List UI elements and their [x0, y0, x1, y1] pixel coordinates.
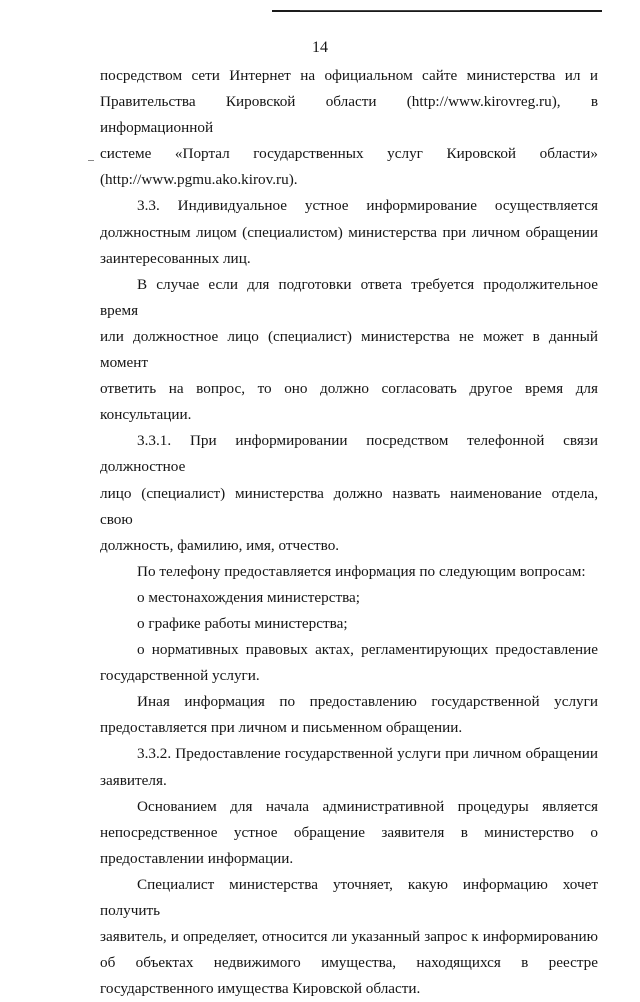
paragraph: [100, 272, 598, 429]
paragraph: [100, 794, 598, 872]
paragraph: [100, 585, 598, 611]
text-line: предоставлении информации.: [100, 849, 294, 867]
text-line: об объектах недвижимого имущества, находящихся в реестре: [100, 954, 598, 972]
page-number: 14: [312, 39, 328, 56]
text-line: о местонахождения министерства;: [137, 588, 361, 606]
paragraph: [100, 872, 598, 1002]
paragraph: [100, 63, 598, 193]
text-line: заинтересованных лиц.: [100, 249, 251, 267]
margin-mark: [88, 160, 94, 161]
text-line: 3.3.2. Предоставление государственной услуги при личном обращении: [137, 745, 598, 763]
text-line: предоставляется при личном и письменном обращении.: [100, 719, 463, 737]
text-line: консультации.: [100, 406, 192, 424]
text-line: 3.3. Индивидуальное устное информирование осуществляется: [137, 197, 598, 215]
text-line: По телефону предоставляется информация по следующим вопросам:: [137, 562, 586, 580]
paragraph: [100, 689, 598, 741]
text-line: Основанием для начала административной процедуры является: [137, 797, 598, 815]
text-line: государственной услуги.: [100, 667, 260, 685]
text-line: о нормативных правовых актах, регламентирующих предоставление: [137, 641, 598, 659]
text-line: В случае если для подготовки ответа требуется продолжительное время: [100, 275, 598, 319]
text-line: должностным лицом (специалистом) министерства при личном обращении: [100, 223, 598, 241]
text-line: непосредственное устное обращение заявителя в министерство о: [100, 823, 598, 841]
text-line: лицо (специалист) министерства должно назвать наименование отдела, свою: [100, 484, 598, 528]
text-line: Правительства Кировской области (http://www.kirovreg.ru), в информационной: [100, 93, 598, 137]
text-line: или должностное лицо (специалист) министерства не может в данный момент: [100, 327, 598, 372]
text-line: о графике работы министерства;: [137, 614, 348, 632]
text-line: (http://www.pgmu.ako.kirov.ru).: [100, 171, 298, 189]
text-line: системе «Портал государственных услуг Кировской области»: [100, 145, 598, 163]
text-line: Специалист министерства уточняет, какую информацию хочет получить: [100, 875, 598, 919]
text-line: государственного имущества Кировской области.: [100, 980, 421, 998]
text-line: заявитель, и определяет, относится ли указанный запрос к информированию: [100, 928, 598, 946]
paragraph: [100, 741, 598, 793]
text-line: заявителя.: [100, 771, 167, 789]
paragraph: [100, 611, 598, 637]
text-line: ответить на вопрос, то оно должно согласовать другое время для: [100, 380, 598, 398]
text-line: посредством сети Интернет на официальном сайте министерства ил и: [100, 67, 598, 84]
top-scan-rule-thin: [300, 10, 460, 11]
text-line: 3.3.1. При информировании посредством телефонной связи должностное: [100, 432, 598, 476]
document-body: [100, 63, 598, 1002]
paragraph: [100, 193, 598, 271]
text-line: Иная информация по предоставлению государственной услуги: [137, 693, 598, 711]
text-line: должность, фамилию, имя, отчество.: [100, 536, 340, 554]
paragraph: [100, 559, 598, 585]
paragraph: [100, 637, 598, 689]
paragraph: [100, 428, 598, 558]
